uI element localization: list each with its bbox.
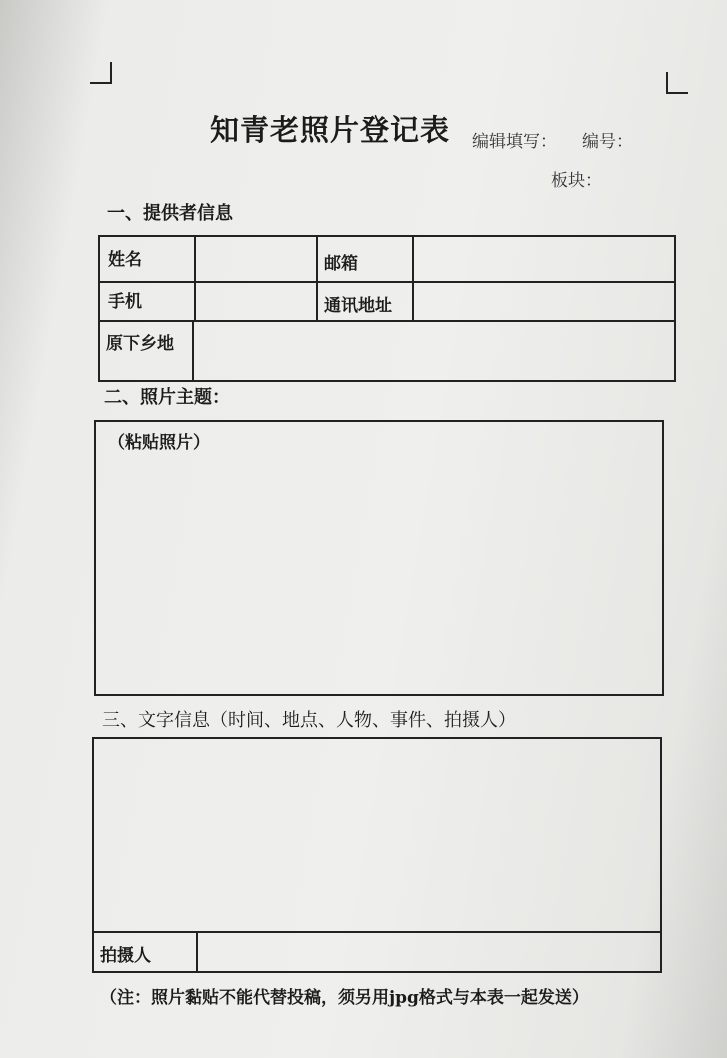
provider-info-table (98, 235, 676, 382)
origin-label: 原下乡地 (106, 334, 174, 354)
email-label: 邮箱 (324, 254, 358, 274)
editor-fill-label: 编辑填写： (472, 132, 557, 152)
form-title: 知青老照片登记表 (210, 113, 451, 147)
crop-mark-top-left (90, 62, 112, 84)
name-field[interactable] (196, 239, 314, 279)
origin-field[interactable] (194, 324, 672, 378)
table-row-divider (94, 931, 660, 933)
table-row-divider (100, 320, 674, 322)
provider-info-heading: 一、提供者信息 (107, 203, 233, 224)
section-label: 板块： (551, 171, 602, 191)
text-info-area[interactable] (92, 737, 662, 973)
table-col-divider (316, 237, 318, 322)
number-label: 编号： (582, 132, 633, 152)
address-field[interactable] (414, 283, 672, 319)
address-label: 通讯地址 (324, 296, 392, 316)
photographer-label: 拍摄人 (100, 946, 151, 966)
photographer-field[interactable] (200, 935, 658, 969)
name-label: 姓名 (108, 250, 142, 270)
crop-mark-top-right (666, 72, 688, 94)
footer-note: （注：照片黏贴不能代替投稿，须另用jpg格式与本表一起发送） (100, 988, 589, 1008)
photo-paste-area[interactable] (94, 420, 664, 696)
text-info-heading: 三、文字信息（时间、地点、人物、事件、拍摄人） (102, 710, 516, 731)
phone-field[interactable] (196, 283, 314, 319)
table-col-divider (196, 931, 198, 971)
photo-theme-heading: 二、照片主题： (104, 387, 230, 408)
email-field[interactable] (414, 239, 672, 279)
paste-photo-hint: （粘贴照片） (108, 433, 210, 453)
phone-label: 手机 (108, 292, 142, 312)
